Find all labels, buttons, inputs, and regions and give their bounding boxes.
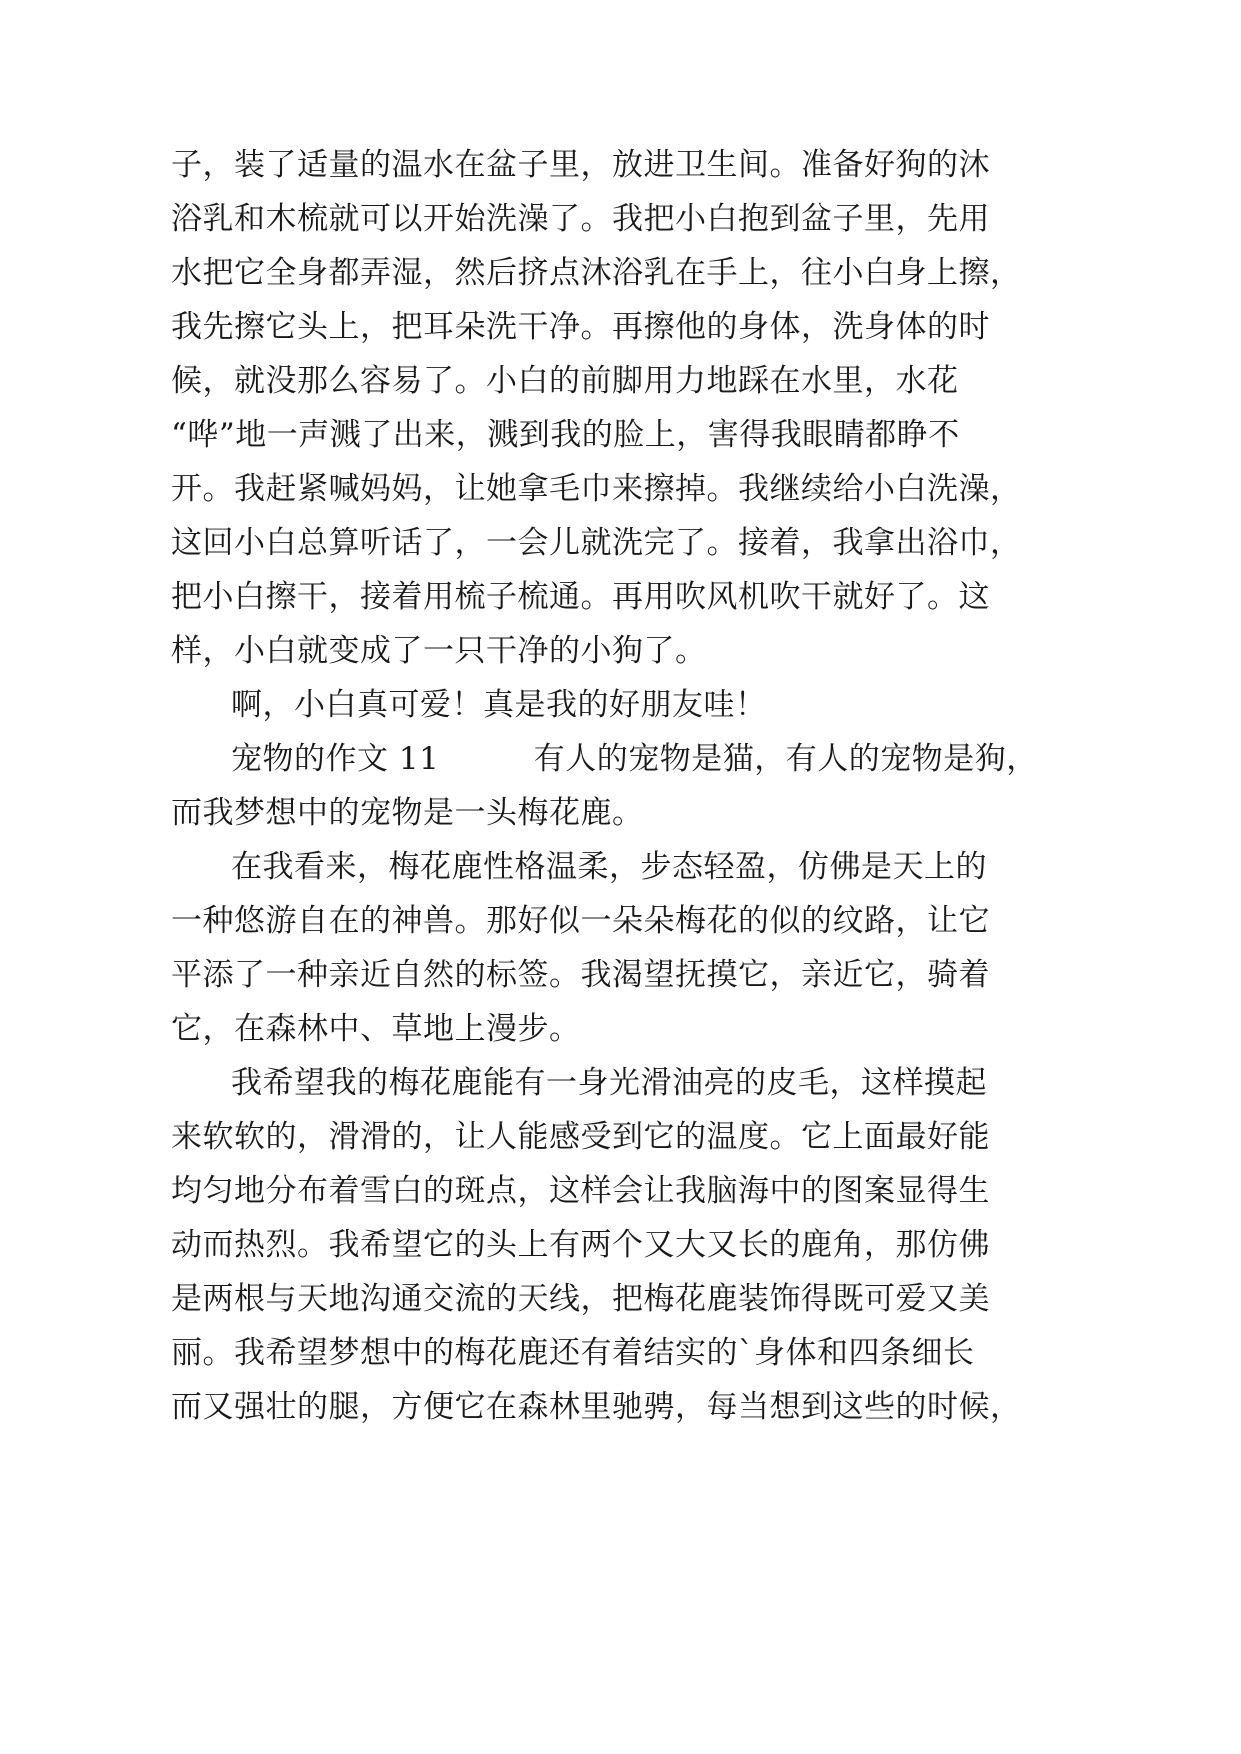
body-text-line: 它，在森林中、草地上漫步。 [171,1011,581,1047]
body-text-line: 把小白擦干，接着用梳子梳通。再用吹风机吹干就好了。这 [171,579,990,615]
body-text-line: “哗”地一声溅了出来，溅到我的脸上，害得我眼睛都睁不 [171,417,960,453]
body-text-line: 样，小白就变成了一只干净的小狗了。 [171,633,707,669]
paragraph-first-line: 在我看来，梅花鹿性格温柔，步态轻盈，仿佛是天上的 [231,849,987,885]
body-text-line: 丽。我希望梦想中的梅花鹿还有着结实的`身体和四条细长 [171,1335,975,1371]
body-text-line: 是两根与天地沟通交流的天线，把梅花鹿装饰得既可爱又美 [171,1281,990,1317]
body-text-line: 一种悠游自在的神兽。那好似一朵朵梅花的似的纹路，让它 [171,903,990,939]
paragraph-first-line: 啊，小白真可爱！真是我的好朋友哇！ [231,687,767,723]
body-text-line: 动而热烈。我希望它的头上有两个又大又长的鹿角，那仿佛 [171,1227,990,1263]
body-text-line: 子，装了适量的温水在盆子里，放进卫生间。准备好狗的沐 [171,147,990,183]
body-text-line: 来软软的，滑滑的，让人能感受到它的温度。它上面最好能 [171,1119,990,1155]
body-text-line: 浴乳和木梳就可以开始洗澡了。我把小白抱到盆子里，先用 [171,201,990,237]
body-text-line: 这回小白总算听话了，一会儿就洗完了。接着，我拿出浴巾， [171,525,1022,561]
body-text-line: 均匀地分布着雪白的斑点，这样会让我脑海中的图案显得生 [171,1173,990,1209]
body-text-line: 而我梦想中的宠物是一头梅花鹿。 [171,795,644,831]
body-text-line: 候，就没那么容易了。小白的前脚用力地踩在水里，水花 [171,363,959,399]
body-text-line: 我先擦它头上，把耳朵洗干净。再擦他的身体，洗身体的时 [171,309,990,345]
body-text-line: 平添了一种亲近自然的标签。我渴望抚摸它，亲近它，骑着 [171,957,990,993]
body-text-line: 开。我赶紧喊妈妈，让她拿毛巾来擦掉。我继续给小白洗澡， [171,471,1022,507]
body-text-line: 水把它全身都弄湿，然后挤点沐浴乳在手上，往小白身上擦， [171,255,1022,291]
essay-title-line: 宠物的作文 11 有人的宠物是猫，有人的宠物是狗， [231,741,1038,777]
body-text-line: 而又强壮的腿，方便它在森林里驰骋，每当想到这些的时候， [171,1389,1022,1425]
paragraph-first-line: 我希望我的梅花鹿能有一身光滑油亮的皮毛，这样摸起 [231,1065,987,1101]
